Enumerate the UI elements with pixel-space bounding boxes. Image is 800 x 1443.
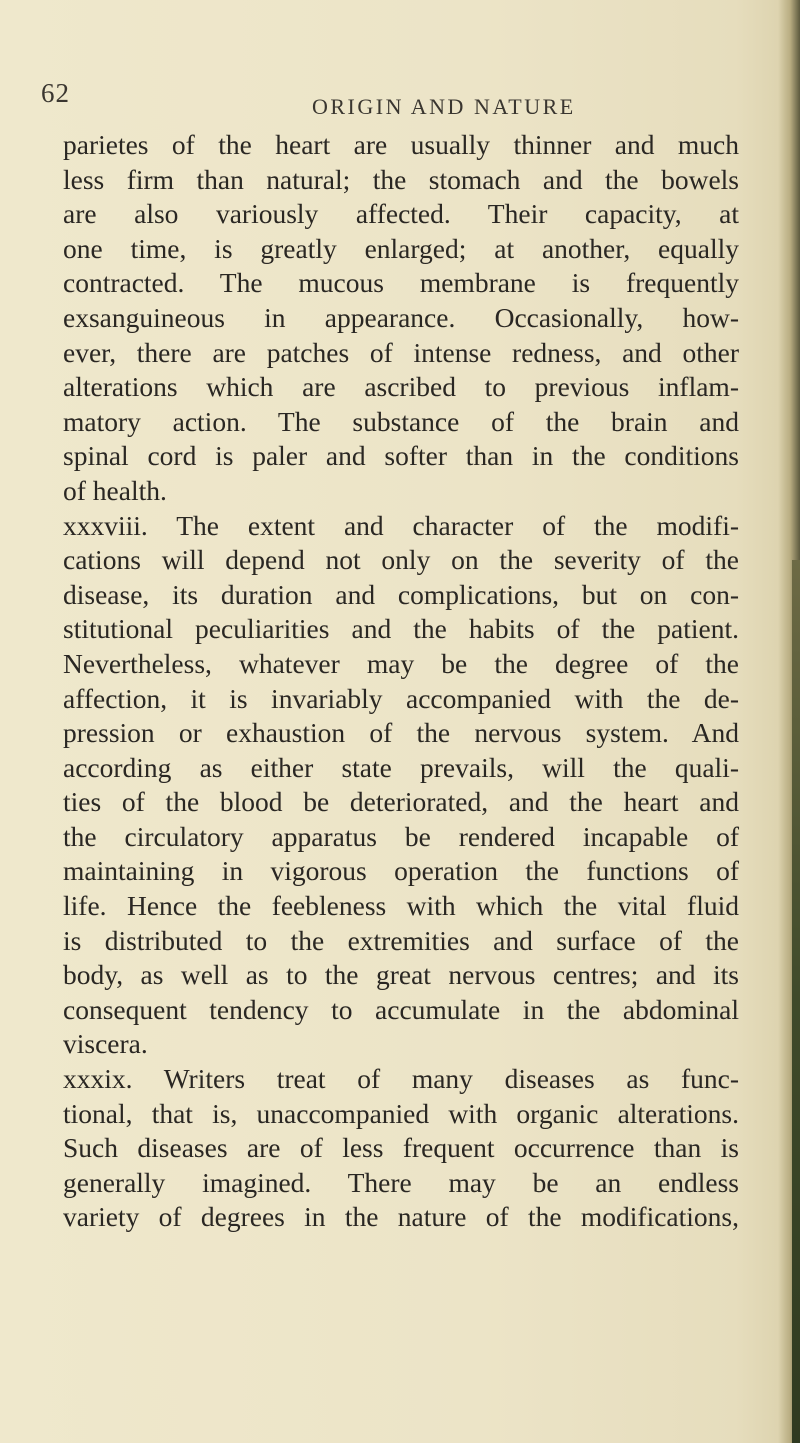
text-line: ties of the blood be deteriorated, and the heart and (63, 786, 739, 818)
text-line: the circulatory apparatus be rendered incapable of (63, 820, 739, 852)
text-line: according as either state prevails, will the quali- (63, 751, 739, 783)
text-line: one time, is greatly enlarged; at another, equally (63, 232, 739, 264)
text-line: consequent tendency to accumulate in the abdominal (63, 993, 739, 1025)
text-line: is distributed to the extremities and surface of the (63, 924, 739, 956)
text-line: ever, there are patches of intense redness, and other (63, 336, 739, 368)
text-line: exsanguineous in appearance. Occasionally, how- (63, 301, 739, 333)
text-line: matory action. The substance of the brain and (63, 405, 739, 437)
text-line: parietes of the heart are usually thinner and much (63, 129, 739, 160)
text-line: body, as well as to the great nervous centres; and its (63, 959, 739, 991)
text-line: Nevertheless, whatever may be the degree of the (63, 647, 739, 679)
text-line: are also variously affected. Their capacity, at (63, 198, 739, 230)
text-line: life. Hence the feebleness with which the vital fluid (63, 890, 739, 922)
text-line: of health. (63, 474, 167, 506)
text-line: pression or exhaustion of the nervous system. And (63, 717, 739, 749)
text-line: Such diseases are of less frequent occurrence than is (63, 1132, 739, 1164)
text-line: xxxix. Writers treat of many diseases as func- (63, 1063, 739, 1095)
text-line: generally imagined. There may be an endless (63, 1166, 739, 1198)
text-line: alterations which are ascribed to previous inflam- (63, 371, 739, 403)
page-number: 62 (41, 78, 70, 108)
text-line: cations will depend not only on the severity of the (63, 544, 739, 576)
text-line: affection, it is invariably accompanied with the de- (63, 682, 739, 714)
text-line: disease, its duration and complications, but on con- (63, 578, 739, 610)
text-line: stitutional peculiarities and the habits of the patient. (63, 613, 739, 645)
text-line: less firm than natural; the stomach and the bowels (63, 163, 739, 195)
text-line: tional, that is, unaccompanied with organic alterations. (63, 1097, 739, 1129)
text-line: contracted. The mucous membrane is frequently (63, 267, 739, 299)
text-line: viscera. (63, 1028, 148, 1060)
text-line: spinal cord is paler and softer than in the conditions (63, 440, 739, 472)
running-head: ORIGIN AND NATURE (312, 94, 576, 119)
body-text (63, 128, 739, 1235)
text-line: variety of degrees in the nature of the modifications, (63, 1201, 739, 1233)
text-line: maintaining in vigorous operation the functions of (63, 855, 739, 887)
text-line: xxxviii. The extent and character of the modifi- (63, 509, 739, 541)
binding-edge (792, 560, 800, 1443)
